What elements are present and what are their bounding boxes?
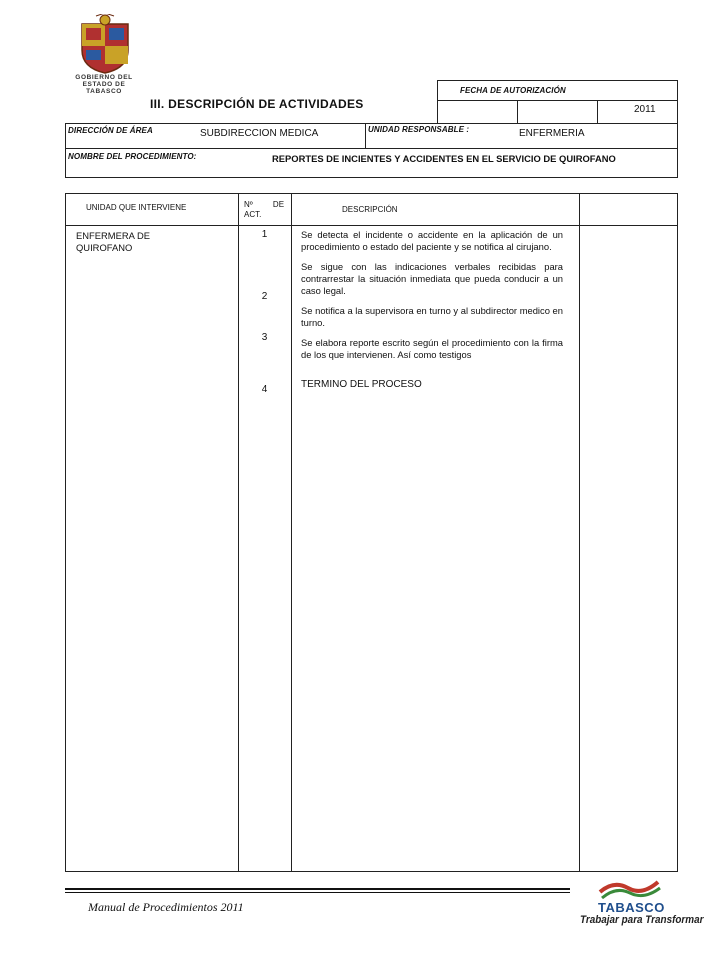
step-number: 3 — [261, 332, 268, 343]
unidad-responsable-label: UNIDAD RESPONSABLE : — [368, 125, 470, 134]
descriptions — [301, 229, 563, 399]
footer-rule-thin — [65, 892, 570, 893]
step-number: 4 — [261, 384, 268, 395]
manual-title: Manual de Procedimientos 2011 — [88, 900, 244, 914]
process-end: TERMINO DEL PROCESO — [301, 379, 422, 390]
col-header-num-line1: Nº DE — [244, 200, 285, 209]
state-coat-of-arms — [76, 14, 134, 74]
step-description: Se notifica a la supervisora en turno y al subdirector medico en turno. — [301, 305, 563, 328]
coat-of-arms-text-1: GOBIERNO DEL — [75, 74, 133, 81]
fecha-autorizacion-label: FECHA DE AUTORIZACIÓN — [460, 86, 566, 95]
step-description: Se sigue con las indicaciones verbales recibidas para contrarrestar la situación inmediata que pueda conducir a un caso legal. — [301, 261, 563, 296]
col-header-unidad: UNIDAD QUE INTERVIENE — [86, 203, 187, 212]
tabasco-logo — [580, 878, 704, 938]
unidad-interviene: ENFERMERA DE QUIROFANO — [76, 230, 150, 253]
tabasco-swoosh-icon — [598, 878, 662, 900]
fecha-year: 2011 — [634, 104, 656, 115]
column-divider-2 — [291, 193, 292, 872]
step-description: Se detecta el incidente o accidente en la aplicación de un procedimiento o estado del paciente y se notifica al cirujano. — [301, 229, 563, 252]
tabasco-brand: TABASCO — [598, 900, 665, 915]
direccion-area-value: SUBDIRECCION MEDICA — [200, 128, 319, 139]
procedimiento-label: NOMBRE DEL PROCEDIMIENTO: — [68, 152, 197, 161]
col-header-num-line2: ACT. — [244, 210, 262, 219]
section-title: III. DESCRIPCIÓN DE ACTIVIDADES — [150, 97, 364, 111]
coat-of-arms-text-3: TABASCO — [86, 88, 122, 95]
unidad-responsable-value: ENFERMERIA — [519, 128, 585, 139]
fecha-day-cell — [437, 100, 518, 124]
col-header-num — [244, 200, 288, 220]
column-divider-3 — [579, 193, 580, 872]
col-header-descripcion: DESCRIPCIÓN — [342, 205, 398, 214]
coat-of-arms-text-2: ESTADO DE — [82, 81, 126, 88]
procedimiento-value: REPORTES DE INCIENTES Y ACCIDENTES EN EL SERVICIO DE QUIROFANO — [272, 153, 616, 164]
direccion-area-label: DIRECCIÓN DE ÁREA — [68, 126, 153, 135]
fecha-month-cell — [517, 100, 598, 124]
step-description: Se elabora reporte escrito según el procedimiento con la firma de los que intervienen. Así como testigos — [301, 337, 563, 360]
step-number: 2 — [261, 291, 268, 302]
table-header-divider — [65, 225, 678, 226]
step-number: 1 — [261, 229, 268, 240]
footer-rule-thick — [65, 888, 570, 890]
tabasco-slogan: Trabajar para Transformar — [580, 914, 704, 926]
